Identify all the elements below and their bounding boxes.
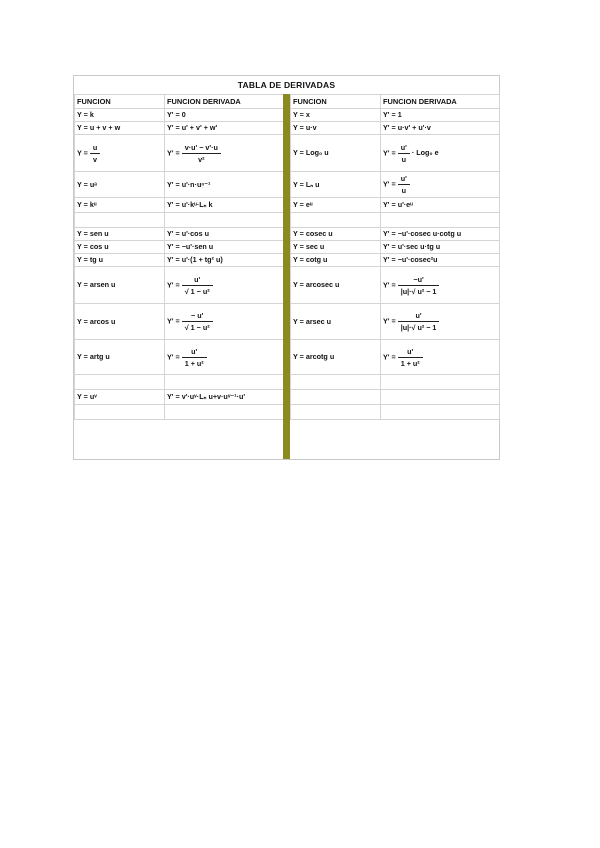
function-expression: Y = cos u [77, 242, 109, 252]
derivative-expression: Y' = −u'·cosec u·cotg u [383, 229, 462, 239]
derivative-cell [381, 241, 500, 254]
derivative-cell [165, 241, 284, 254]
derivative-cell [381, 267, 500, 304]
function-expression: Y = k [77, 110, 94, 120]
function-cell [75, 135, 165, 172]
derivative-expression: Y' = −u'·sen u [167, 242, 214, 252]
fraction-denominator: 1 + u² [184, 358, 204, 368]
derivative-cell [165, 254, 284, 267]
table-row [75, 254, 284, 267]
table-row [291, 375, 500, 390]
fraction-bar [90, 153, 100, 154]
table-row [291, 109, 500, 122]
fraction-denominator: √ 1 − u² [184, 323, 210, 332]
fraction-numerator: −u' [413, 274, 424, 284]
fraction-denominator: |u|·√ u² − 1 [400, 286, 437, 296]
function-cell [291, 254, 381, 267]
table-row [291, 254, 500, 267]
derivative-cell [165, 405, 284, 420]
table-row [291, 390, 500, 405]
right-header-derivative: FUNCION DERIVADA [381, 95, 500, 109]
derivative-expression: Y' = u'·sec u·tg u [383, 242, 441, 252]
fraction-numerator: u' [400, 174, 407, 183]
derivative-expression: Y' = −u'·cosec²u [383, 255, 438, 265]
derivative-prefix: Y' = [167, 351, 180, 361]
derivative-prefix: Y' = [167, 316, 180, 326]
function-prefix: Y = [77, 147, 88, 157]
fraction-bar [182, 357, 207, 358]
table-row [291, 340, 500, 375]
fraction-bar [398, 285, 440, 286]
fraction-bar [182, 153, 221, 154]
derivative-cell [165, 109, 284, 122]
function-expression: Y = Lₙ u [293, 179, 320, 189]
derivative-prefix: Y' = [167, 279, 180, 289]
derivative-expression: Y' = u'·n·uⁿ⁻¹ [167, 179, 211, 189]
fraction-denominator: v² [198, 154, 205, 164]
derivative-cell [381, 228, 500, 241]
fraction-bar [398, 357, 423, 358]
function-cell [75, 304, 165, 340]
table-row [75, 198, 284, 213]
right-derivatives-table [290, 94, 500, 420]
function-cell [291, 267, 381, 304]
derivative-cell [165, 122, 284, 135]
derivative-expression: Y' = 1 [383, 110, 402, 120]
function-expression: Y = sen u [77, 229, 109, 239]
function-cell [291, 172, 381, 198]
column-divider [283, 94, 290, 459]
derivative-prefix: Y' = [167, 147, 180, 157]
function-cell [291, 228, 381, 241]
derivative-expression: Y' = u'·(1 + tg² u) [167, 255, 223, 265]
function-cell [75, 213, 165, 228]
table-row [75, 109, 284, 122]
function-cell [291, 135, 381, 172]
table-row [291, 405, 500, 420]
function-cell [291, 109, 381, 122]
derivative-cell [381, 198, 500, 213]
function-cell [75, 254, 165, 267]
function-cell [291, 241, 381, 254]
function-expression: Y = cotg u [293, 255, 328, 265]
function-expression: Y = u·v [293, 123, 317, 133]
fraction-denominator: √ 1 − u² [184, 286, 210, 296]
derivative-fraction [398, 275, 440, 296]
fraction-denominator: 1 + u² [400, 358, 420, 368]
derivative-expression: Y' = u'·kᵘ·Lₙ k [167, 200, 213, 210]
derivative-cell [381, 254, 500, 267]
function-cell [75, 267, 165, 304]
derivative-cell [165, 375, 284, 390]
derivative-expression: Y' = v'·uᵛ·Lₙ u+v·uᵛ⁻¹·u' [167, 392, 246, 402]
function-expression: Y = arcosec u [293, 280, 340, 290]
derivative-prefix: Y' = [383, 316, 396, 326]
table-row [75, 405, 284, 420]
derivative-cell [381, 109, 500, 122]
function-expression: Y = uᵛ [77, 392, 97, 402]
derivatives-table-sheet [73, 75, 500, 460]
derivative-cell [381, 172, 500, 198]
table-row [291, 267, 500, 304]
fraction-numerator: u' [194, 274, 201, 284]
derivative-prefix: Y' = [383, 179, 396, 189]
table-row [291, 213, 500, 228]
function-cell [291, 375, 381, 390]
function-cell [75, 228, 165, 241]
fraction-numerator: u' [191, 346, 198, 356]
derivative-cell [165, 135, 284, 172]
table-row [75, 375, 284, 390]
derivative-prefix: Y' = [383, 351, 396, 361]
function-cell [75, 109, 165, 122]
derivative-cell [165, 213, 284, 228]
function-cell [291, 304, 381, 340]
fraction-bar [398, 184, 410, 185]
table-row [291, 198, 500, 213]
derivative-cell [165, 198, 284, 213]
function-cell [291, 390, 381, 405]
function-expression: Y = arsen u [77, 280, 116, 290]
function-expression: Y = cosec u [293, 229, 333, 239]
derivative-expression: Y' = u'·eᵘ [383, 200, 413, 210]
function-cell [75, 198, 165, 213]
table-row [291, 135, 500, 172]
right-header-function: FUNCION [291, 95, 381, 109]
table-row [75, 172, 284, 198]
fraction-bar [182, 321, 213, 322]
function-cell [75, 405, 165, 420]
function-cell [291, 213, 381, 228]
table-title: TABLA DE DERIVADAS [74, 76, 499, 95]
derivative-prefix: Y' = [383, 147, 396, 157]
left-header-function: FUNCION [75, 95, 165, 109]
fraction-numerator: v·u' − v'·u [184, 142, 218, 152]
function-expression: Y = x [293, 110, 310, 120]
function-expression: Y = u + v + w [77, 123, 121, 133]
derivative-prefix: Y' = [383, 279, 396, 289]
derivative-expression: Y' = u·v' + u'·v [383, 123, 431, 133]
table-row [75, 241, 284, 254]
function-expression: Y = kᵘ [77, 200, 97, 210]
derivative-cell [381, 122, 500, 135]
derivative-fraction [182, 143, 221, 164]
fraction-denominator: |u|·√ u² − 1 [400, 323, 437, 332]
left-header-derivative: FUNCION DERIVADA [165, 95, 284, 109]
function-expression: Y = artg u [77, 352, 110, 362]
derivative-fraction [398, 174, 410, 195]
table-row [291, 241, 500, 254]
function-expression: Y = arcos u [77, 316, 116, 326]
table-row [75, 228, 284, 241]
function-fraction [90, 143, 100, 164]
table-row [75, 390, 284, 405]
derivative-fraction [182, 347, 207, 368]
derivative-cell [381, 405, 500, 420]
table-row [75, 340, 284, 375]
function-cell [75, 340, 165, 375]
derivative-expression: Y' = u' + v' + w' [167, 123, 218, 133]
table-row [75, 135, 284, 172]
derivative-cell [381, 340, 500, 375]
derivative-fraction [182, 275, 213, 296]
left-derivatives-table [74, 94, 284, 420]
function-cell [75, 122, 165, 135]
function-cell [75, 172, 165, 198]
derivative-cell [381, 135, 500, 172]
function-cell [291, 340, 381, 375]
fraction-denominator: u [401, 186, 406, 195]
derivative-cell [165, 390, 284, 405]
fraction-bar [398, 153, 410, 154]
function-cell [75, 241, 165, 254]
derivative-cell [381, 304, 500, 340]
function-expression: Y = arsec u [293, 316, 332, 326]
fraction-bar [398, 321, 440, 322]
derivative-fraction [398, 347, 423, 368]
fraction-numerator: u' [400, 142, 407, 152]
derivative-expression: Y' = 0 [167, 110, 186, 120]
table-row [291, 172, 500, 198]
function-expression: Y = uᵃ [77, 179, 97, 189]
function-expression: Y = Log₀ u [293, 148, 329, 158]
table-row [75, 213, 284, 228]
derivative-tail: · Log₀ e [411, 148, 439, 158]
function-expression: Y = eᵘ [293, 200, 313, 210]
table-row [291, 228, 500, 241]
table-row [291, 304, 500, 340]
table-row [291, 122, 500, 135]
derivative-fraction [182, 311, 213, 332]
function-expression: Y = tg u [77, 255, 104, 265]
derivative-cell [165, 228, 284, 241]
fraction-numerator: u' [415, 311, 422, 320]
function-expression: Y = arcotg u [293, 352, 335, 362]
derivative-cell [381, 213, 500, 228]
fraction-bar [182, 285, 213, 286]
derivative-cell [381, 375, 500, 390]
function-cell [291, 122, 381, 135]
derivative-cell [165, 304, 284, 340]
table-row [75, 267, 284, 304]
fraction-denominator: v [93, 154, 98, 164]
function-cell [291, 405, 381, 420]
derivative-cell [165, 340, 284, 375]
function-expression: Y = sec u [293, 242, 325, 252]
function-cell [291, 198, 381, 213]
derivative-cell [165, 172, 284, 198]
derivative-fraction [398, 311, 440, 332]
function-cell [75, 390, 165, 405]
fraction-numerator: u' [407, 346, 414, 356]
fraction-numerator: − u' [191, 311, 204, 320]
function-cell [75, 375, 165, 390]
fraction-denominator: u [401, 154, 406, 164]
derivative-expression: Y' = u'·cos u [167, 229, 209, 239]
table-row [75, 122, 284, 135]
derivative-fraction [398, 143, 410, 164]
derivative-cell [165, 267, 284, 304]
fraction-numerator: u [92, 142, 98, 152]
derivative-cell [381, 390, 500, 405]
table-row [75, 304, 284, 340]
